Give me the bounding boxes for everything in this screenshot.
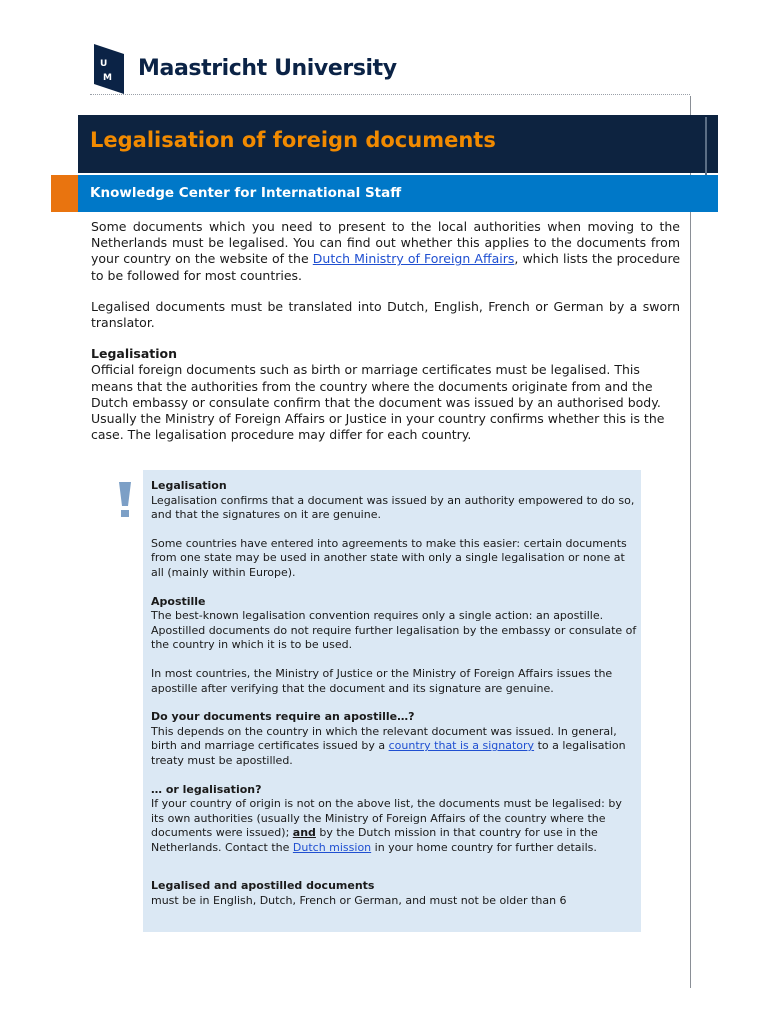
- legalisation-section: [91, 346, 680, 443]
- exclamation-icon: [117, 482, 133, 518]
- page-title: Legalisation of foreign documents: [90, 128, 496, 152]
- university-name: Maastricht University: [138, 56, 397, 81]
- info-box-content: [151, 479, 637, 909]
- logo-letter-u: U: [100, 59, 108, 69]
- info-paragraph-1: Legalisation confirms that a document was issued by an authority empowered to do so, and that the signatures on it are genuine.: [151, 493, 635, 522]
- page-margin-rule: [690, 96, 691, 988]
- info-heading-require-apostille: Do your documents require an apostille…?: [151, 710, 415, 724]
- intro-paragraph-1: Some documents which you need to present to the local authorities when moving to the Netherlands must be legalised. You can find out whether this applies to the documents from your country on the website of the Dutch Ministry of Foreign Affairs, which lists the procedure to be followed for most countries.: [91, 219, 681, 283]
- info-heading-apostille: Apostille: [151, 594, 206, 608]
- info-heading-or-legalisation: … or legalisation?: [151, 782, 262, 796]
- university-logo: [94, 44, 397, 94]
- info-paragraph-7: must be in English, Dutch, French or German, and must not be older than 6: [151, 894, 567, 908]
- intro-paragraph-2: Legalised documents must be translated into Dutch, English, French or German by a sworn translator.: [91, 298, 680, 331]
- info-heading-legalisation: Legalisation: [151, 479, 227, 492]
- info-paragraph-2: Some countries have entered into agreements to make this easier: certain documents from one state may be used in another state with only a single legalisation or none at all (mainly within Europe).: [151, 536, 627, 579]
- info-paragraph-4: In most countries, the Ministry of Justice or the Ministry of Foreign Affairs issues the apostille after verifying that the document and its signature are genuine.: [151, 666, 613, 695]
- dutch-mission-link[interactable]: Dutch mission: [292, 840, 372, 854]
- dutch-ministry-link[interactable]: Dutch Ministry of Foreign Affairs: [312, 251, 515, 267]
- emphasis-and: and: [292, 826, 316, 840]
- signatory-country-link[interactable]: country that is a signatory: [388, 739, 535, 753]
- info-paragraph-3: The best-known legalisation convention requires only a single action: an apostille. Apostilled documents do not require further legalisation by the embassy or consulate of the country in which it is to be used.: [151, 609, 637, 652]
- page-subtitle: Knowledge Center for International Staff: [90, 185, 402, 201]
- header-divider: [90, 94, 690, 95]
- info-box: [143, 470, 641, 932]
- info-paragraph-6: If your country of origin is not on the above list, the documents must be legalised: by its own authorities (usually the Ministry of Foreign Affairs of the country where the documents were issued); and by the Dutch mission in that country for use in the Netherlands. Contact the Dutch mission in your home country for further details.: [151, 797, 622, 854]
- main-content: [91, 219, 680, 443]
- info-paragraph-5: This depends on the country in which the relevant document was issued. In general, birth and marriage certificates issued by a country that is a signatory to a legalisation treaty must be apostilled.: [151, 724, 626, 767]
- subtitle-band: [78, 175, 718, 212]
- info-heading-legalised-apostilled: Legalised and apostilled documents: [151, 879, 375, 893]
- legalisation-heading: Legalisation: [91, 346, 178, 362]
- legalisation-body: Official foreign documents such as birth or marriage certificates must be legalised. This means that the authorities from the country where the documents originate from and the Dutch embassy or consulate confirm that the document was issued by an authorised body. Usually the Ministry of Foreign Affairs or Justice in your country confirms whether this is the case. The legalisation procedure may differ for each country.: [91, 362, 665, 443]
- um-logo-mark-icon: [94, 44, 124, 94]
- title-band: [78, 115, 718, 173]
- orange-accent-tab: [51, 175, 78, 212]
- logo-letter-m: M: [103, 73, 112, 83]
